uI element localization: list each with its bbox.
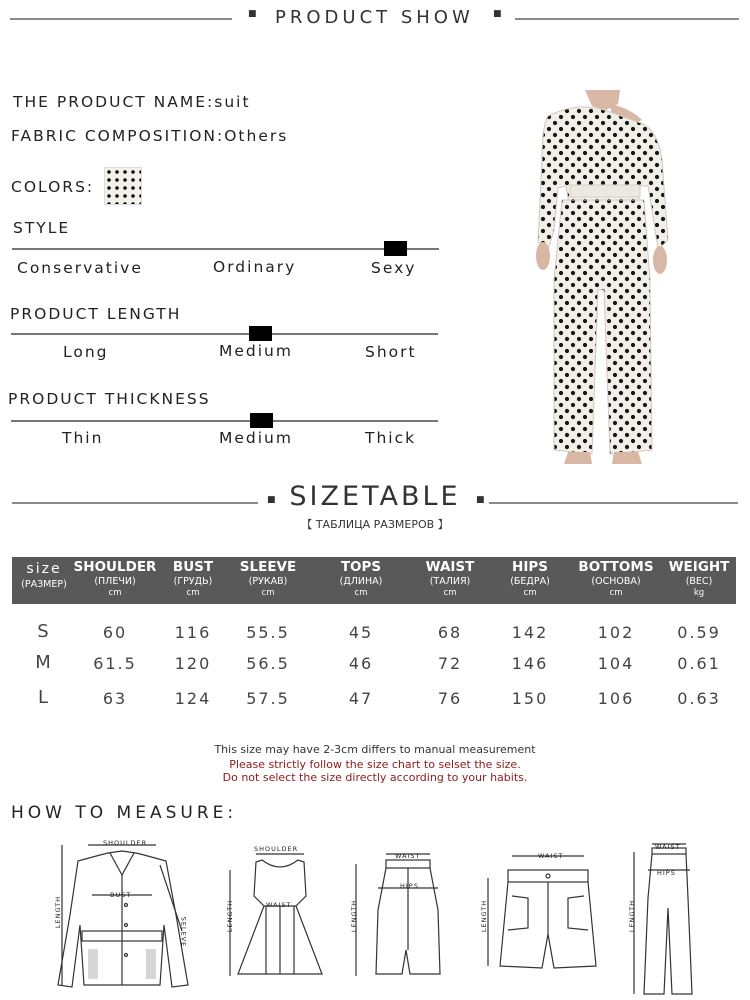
table-cell: 47 [348, 689, 374, 708]
cell-size-s: S [37, 621, 51, 642]
size-table-header [12, 557, 736, 604]
col-weight [666, 557, 732, 599]
table-cell: 120 [174, 654, 212, 673]
page-title: PRODUCT SHOW [275, 7, 474, 28]
label-waist-shorts: WAIST [538, 852, 564, 860]
color-swatch-polka-dot[interactable] [104, 167, 142, 205]
col-hips-ru: (БЕДРА) [510, 576, 550, 587]
label-length-skirt: LENGTH [350, 899, 359, 933]
table-cell: 142 [511, 623, 549, 642]
size-warning-line2: Do not select the size directly according to your habits. [222, 771, 528, 784]
col-weight-en: WEIGHT [668, 559, 730, 575]
style-option-sexy: Sexy [371, 259, 417, 277]
col-bottoms-ru: (ОСНОВА) [591, 576, 641, 587]
col-shoulder-ru: (ПЛЕЧИ) [94, 576, 136, 587]
col-tops-unit: cm [354, 588, 368, 598]
col-hips-en: HIPS [512, 559, 548, 575]
table-cell: 60 [102, 623, 128, 642]
col-waist-unit: cm [443, 588, 457, 598]
col-sleeve [232, 557, 304, 599]
col-weight-unit: kg [693, 588, 705, 598]
table-cell: 45 [348, 623, 374, 642]
cell-size-m: M [35, 652, 53, 673]
size-warning-line1: Please strictly follow the size chart to selset the size. [229, 758, 521, 771]
dress-measure-diagram [226, 850, 326, 980]
table-cell: 106 [597, 689, 635, 708]
skirt-measure-diagram [350, 850, 450, 980]
product-name-label: THE PRODUCT NAME: [13, 93, 215, 111]
label-length-shorts: LENGTH [480, 899, 489, 933]
col-sleeve-ru: (РУКАВ) [248, 576, 288, 587]
table-cell: 146 [511, 654, 549, 673]
label-waist-dress: WAIST [266, 901, 292, 909]
header-bullet-right: ■ [493, 9, 502, 19]
thickness-option-thin: Thin [62, 429, 104, 447]
product-name-value: suit [214, 93, 251, 111]
table-cell: 57.5 [246, 689, 290, 708]
col-bust-en: BUST [172, 559, 214, 575]
table-cell: 56.5 [246, 654, 290, 673]
col-size [12, 557, 76, 591]
label-hips-skirt: HIPS [400, 882, 419, 890]
length-option-medium: Medium [219, 342, 293, 360]
col-shoulder-unit: cm [108, 588, 122, 598]
thickness-scale-line [11, 420, 438, 422]
col-shoulder [72, 557, 158, 599]
thickness-title: PRODUCT THICKNESS [8, 390, 211, 408]
table-cell: 0.59 [677, 623, 721, 642]
thickness-option-thick: Thick [365, 429, 417, 447]
product-name-row [13, 93, 251, 111]
header-divider-right [515, 18, 739, 20]
thickness-marker-medium [250, 413, 273, 428]
table-cell: 0.63 [677, 689, 721, 708]
header-bullet-left: ■ [248, 9, 257, 19]
col-bust-ru: (ГРУДЬ) [173, 576, 213, 587]
label-length-dress: LENGTH [226, 899, 235, 933]
table-cell: 104 [597, 654, 635, 673]
label-hips-pants: HIPS [657, 869, 676, 877]
table-cell: 76 [437, 689, 463, 708]
table-cell: 124 [174, 689, 212, 708]
col-sleeve-en: SLEEVE [239, 559, 297, 575]
jacket-measure-diagram [48, 835, 208, 995]
table-cell: 102 [597, 623, 635, 642]
length-option-short: Short [365, 343, 417, 361]
label-length-pants: LENGTH [628, 899, 637, 933]
style-marker-sexy [384, 241, 407, 256]
table-cell: 116 [174, 623, 212, 642]
col-size-ru: (РАЗМЕР) [21, 579, 67, 590]
col-hips [498, 557, 562, 599]
col-bust [162, 557, 224, 599]
style-option-conservative: Conservative [17, 259, 143, 277]
fabric-label: FABRIC COMPOSITION: [11, 127, 225, 145]
style-title: STYLE [13, 219, 71, 237]
product-photo-polka-dot-suit [510, 90, 690, 470]
col-waist-en: WAIST [425, 559, 475, 575]
col-shoulder-en: SHOULDER [73, 559, 157, 575]
col-waist [418, 557, 482, 599]
table-cell: 68 [437, 623, 463, 642]
col-size-en: size [26, 561, 62, 577]
length-scale-line [11, 333, 438, 335]
shorts-measure-diagram [478, 848, 608, 973]
label-shoulder-jacket: SHOULDER [103, 839, 148, 847]
col-waist-ru: (ТАЛИЯ) [429, 576, 471, 587]
sizetable-title: SIZETABLE [289, 481, 461, 512]
col-weight-ru: (ВЕС) [685, 576, 713, 587]
label-shoulder-dress: SHOULDER [254, 845, 299, 853]
table-cell: 150 [511, 689, 549, 708]
thickness-option-medium: Medium [219, 429, 293, 447]
fabric-row [11, 127, 288, 145]
col-tops-ru: (ДЛИНА) [339, 576, 383, 587]
table-cell: 63 [102, 689, 128, 708]
col-tops-en: TOPS [340, 559, 382, 575]
col-bottoms-en: BOTTOMS [578, 559, 654, 575]
colors-label: COLORS: [11, 178, 95, 196]
length-title: PRODUCT LENGTH [10, 305, 182, 323]
table-cell: 55.5 [246, 623, 290, 642]
cell-size-l: L [37, 687, 51, 708]
sizetable-divider-right [489, 502, 738, 504]
col-bottoms [576, 557, 656, 599]
table-cell: 0.61 [677, 654, 721, 673]
length-marker-medium [249, 326, 272, 341]
col-hips-unit: cm [523, 588, 537, 598]
sizetable-subtitle: 【 ТАБЛИЦА РАЗМЕРОВ 】 [301, 518, 449, 531]
table-cell: 46 [348, 654, 374, 673]
label-waist-skirt: WAIST [395, 852, 421, 860]
label-waist-pants: WAIST [655, 843, 681, 851]
length-option-long: Long [63, 343, 109, 361]
table-cell: 72 [437, 654, 463, 673]
col-tops [328, 557, 394, 599]
style-option-ordinary: Ordinary [213, 258, 297, 276]
sizetable-bullet-left: ■ [267, 495, 276, 505]
pants-measure-diagram [626, 838, 706, 998]
col-sleeve-unit: cm [261, 588, 275, 598]
label-bust-jacket: BUST [110, 891, 132, 899]
label-length-jacket: LENGTH [54, 895, 63, 929]
style-scale-line [12, 248, 439, 250]
col-bust-unit: cm [186, 588, 200, 598]
table-cell: 61.5 [93, 654, 137, 673]
fabric-value: Others [224, 127, 289, 145]
sizetable-bullet-right: ■ [476, 495, 485, 505]
col-bottoms-unit: cm [609, 588, 623, 598]
how-to-measure-title: HOW TO MEASURE: [11, 803, 238, 823]
label-sleeve-jacket: SELEVE [179, 916, 188, 948]
header-divider-left [10, 18, 232, 20]
measurement-note: This size may have 2-3cm differs to manual measurement [214, 743, 536, 756]
